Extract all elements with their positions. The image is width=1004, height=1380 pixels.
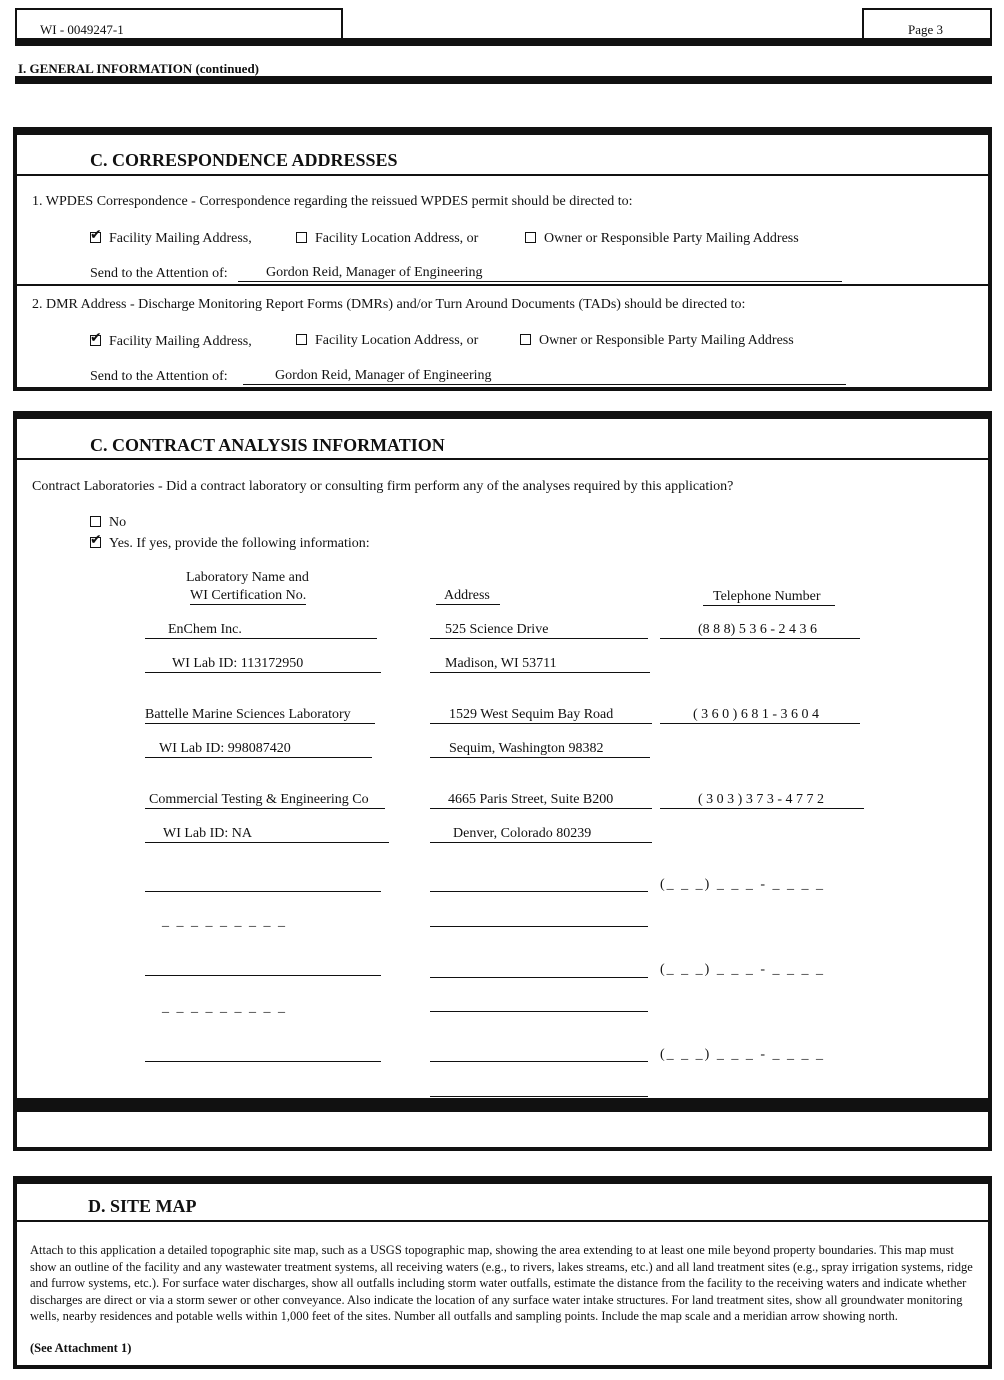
lab-phone-field[interactable]: ( 3 0 3 ) 3 7 3 - 4 7 7 2 — [660, 792, 864, 809]
site-map-instructions: Attach to this application a detailed topographic site map, such as a USGS topographic map, showing the area extending to at least one mile beyond property boundaries. This map must show an outline of the facility and any wastewater treatment systems, all receiving waters (e.g., to rivers, lakes streams, etc.) and all land treatment sites (e.g., spray irrigation systems, ridge and furrow systems, etc.). For surface water discharges, show all outfalls including storm water outfalls, estimate the distance from the facility to the receiving waters and indicate whether discharges are direct or via a storm sewer or other conveyance. Also indicate the location of any surface water intake structures. For land treatment sites, show all groundwater monitoring wells, nearby residences and potable wells within 1,000 feet of the sites. Number all outfalls and sampling points. Include the map scale and a meridian arrow showing north. — [30, 1243, 973, 1323]
checkbox-icon[interactable] — [525, 232, 536, 243]
col-header-phone: Telephone Number — [703, 589, 835, 606]
site-map-title: D. SITE MAP — [88, 1196, 197, 1216]
lab-phone-field[interactable]: (8 8 8) 5 3 6 - 2 4 3 6 — [660, 622, 860, 639]
page-number: Page 3 — [908, 22, 944, 37]
blank-address-field[interactable] — [430, 1046, 648, 1062]
checkbox-icon[interactable] — [520, 334, 531, 345]
lab-address2-field[interactable]: Sequim, Washington 98382 — [430, 741, 650, 758]
correspondence-title-rule — [17, 174, 988, 176]
lab-cert-field[interactable]: WI Lab ID: 113172950 — [145, 656, 381, 673]
contract-question: Contract Laboratories - Did a contract laboratory or consulting firm perform any of the analyses required by this application? — [32, 479, 734, 494]
dmr-attention-label: Send to the Attention of: — [90, 369, 228, 384]
contract-bottom-bar — [13, 1098, 992, 1112]
blank-address2-field[interactable] — [430, 1081, 648, 1097]
dmr-opt-facility-location[interactable]: Facility Location Address, or — [296, 333, 478, 349]
blank-address-field[interactable] — [430, 876, 648, 892]
checkbox-icon[interactable] — [296, 232, 307, 243]
lab-address-field[interactable]: 1529 West Sequim Bay Road — [430, 707, 652, 724]
wpdes-attention-field[interactable]: Gordon Reid, Manager of Engineering — [238, 265, 842, 282]
dmr-attention-field[interactable]: Gordon Reid, Manager of Engineering — [243, 368, 846, 385]
col-header-address: Address — [436, 588, 500, 605]
wpdes-opt-facility-location[interactable]: Facility Location Address, or — [296, 231, 478, 247]
lab-name-field[interactable]: EnChem Inc. — [145, 622, 377, 639]
section-heading: I. GENERAL INFORMATION (continued) — [18, 61, 260, 76]
contract-opt-yes[interactable]: ✔Yes. If yes, provide the following information: — [90, 536, 370, 552]
contract-title-rule — [17, 458, 988, 460]
site-map-top-bar — [13, 1176, 992, 1184]
checkbox-icon[interactable] — [90, 516, 101, 527]
contract-top-bar — [13, 411, 992, 419]
contract-section — [13, 411, 992, 1151]
blank-phone-field[interactable]: (_ _ _) _ _ _ - _ _ _ _ — [660, 962, 825, 977]
dmr-address-text: 2. DMR Address - Discharge Monitoring Report Forms (DMRs) and/or Turn Around Documents (TADs) should be directed to: — [32, 297, 746, 312]
permit-number: WI - 0049247-1 — [40, 22, 124, 37]
correspondence-divider — [17, 284, 988, 286]
lab-cert-field[interactable]: WI Lab ID: NA — [145, 826, 389, 843]
correspondence-title: C. CORRESPONDENCE ADDRESSES — [90, 150, 398, 170]
checkbox-checked-icon[interactable] — [90, 537, 101, 548]
lab-address2-field[interactable]: Madison, WI 53711 — [430, 656, 650, 673]
correspondence-top-bar — [13, 127, 992, 135]
wpdes-opt-owner[interactable]: Owner or Responsible Party Mailing Address — [525, 231, 799, 247]
blank-name-field[interactable] — [145, 1046, 381, 1062]
checkbox-icon[interactable] — [296, 334, 307, 345]
blank-name-field[interactable] — [145, 960, 381, 976]
blank-address-field[interactable] — [430, 962, 648, 978]
col-header-lab-2: WI Certification No. — [190, 588, 307, 603]
site-map-attachment: (See Attachment 1) — [30, 1341, 132, 1355]
blank-phone-field[interactable]: (_ _ _) _ _ _ - _ _ _ _ — [660, 1047, 825, 1062]
checkbox-checked-icon[interactable] — [90, 232, 101, 243]
section-rule — [15, 76, 992, 84]
lab-name-field[interactable]: Battelle Marine Sciences Laboratory — [145, 707, 375, 724]
lab-name-field[interactable]: Commercial Testing & Engineering Co — [145, 792, 385, 809]
site-map-title-rule — [17, 1220, 988, 1222]
wpdes-attention-label: Send to the Attention of: — [90, 266, 228, 281]
contract-opt-no[interactable]: No — [90, 515, 126, 531]
blank-cert-field[interactable]: _ _ _ _ _ _ _ _ _ — [162, 1000, 287, 1015]
lab-cert-field[interactable]: WI Lab ID: 998087420 — [145, 741, 372, 758]
lab-phone-field[interactable]: ( 3 6 0 ) 6 8 1 - 3 6 0 4 — [660, 707, 860, 724]
lab-address-field[interactable]: 525 Science Drive — [430, 622, 648, 639]
dmr-opt-owner[interactable]: Owner or Responsible Party Mailing Address — [520, 333, 794, 349]
checkbox-checked-icon[interactable] — [90, 335, 101, 346]
wpdes-correspondence-text: 1. WPDES Correspondence - Correspondence regarding the reissued WPDES permit should be directed to: — [32, 194, 633, 209]
lab-address2-field[interactable]: Denver, Colorado 80239 — [430, 826, 652, 843]
blank-address2-field[interactable] — [430, 996, 648, 1012]
blank-phone-field[interactable]: (_ _ _) _ _ _ - _ _ _ _ — [660, 877, 825, 892]
blank-address2-field[interactable] — [430, 911, 648, 927]
wpdes-opt-facility-mailing[interactable]: ✔Facility Mailing Address, — [90, 231, 252, 247]
header-rule — [15, 38, 992, 46]
blank-name-field[interactable] — [145, 876, 381, 892]
dmr-opt-facility-mailing[interactable]: ✔Facility Mailing Address, — [90, 334, 252, 350]
col-header-lab-1: Laboratory Name and — [186, 570, 309, 585]
lab-address-field[interactable]: 4665 Paris Street, Suite B200 — [430, 792, 652, 809]
contract-title: C. CONTRACT ANALYSIS INFORMATION — [90, 435, 445, 455]
blank-cert-field[interactable]: _ _ _ _ _ _ _ _ _ — [162, 914, 287, 929]
